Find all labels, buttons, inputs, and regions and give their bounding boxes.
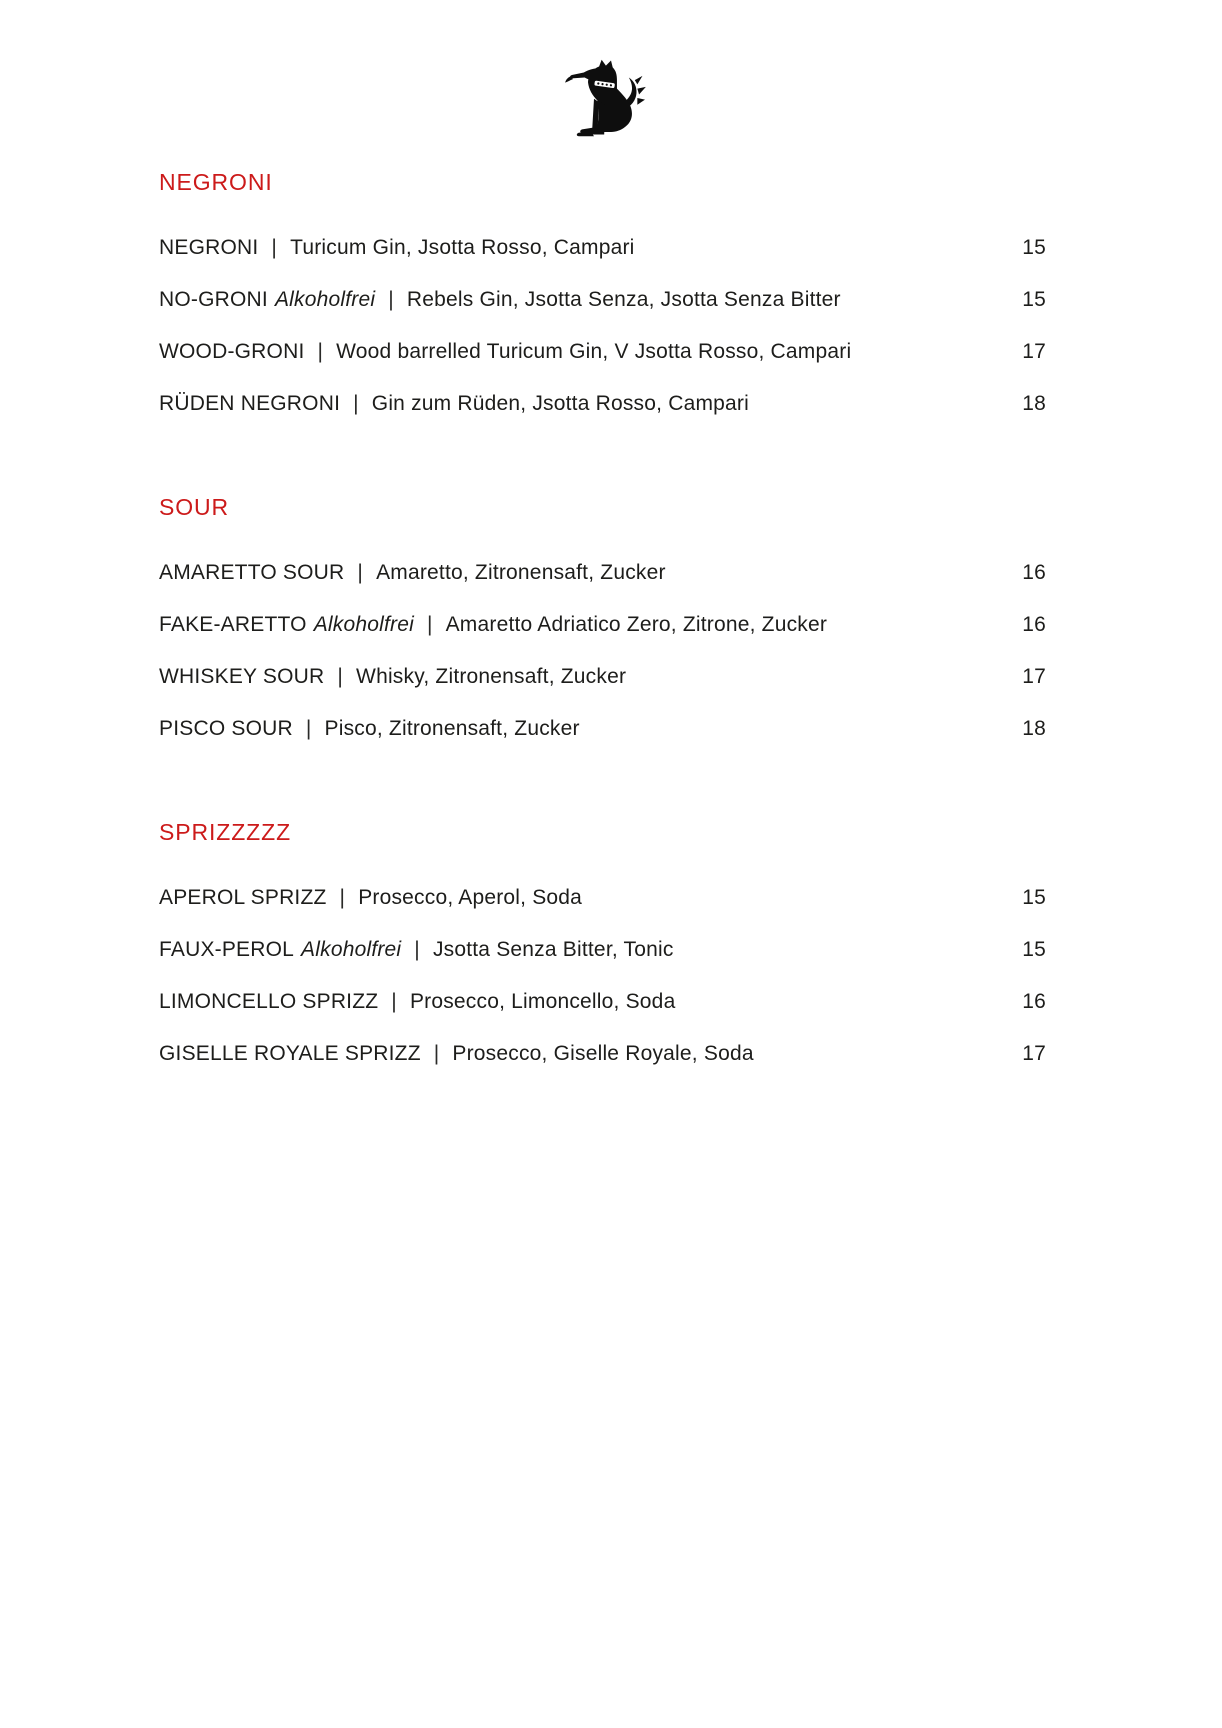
item-name: FAKE-ARETTO xyxy=(159,613,307,636)
menu-item xyxy=(159,392,1046,416)
item-price: 16 xyxy=(1022,990,1046,1013)
item-name: AMARETTO SOUR xyxy=(159,561,345,584)
sitting-dog-icon xyxy=(560,58,662,143)
section-sour xyxy=(159,496,1046,741)
item-label xyxy=(159,1042,754,1066)
menu-item xyxy=(159,288,1046,312)
logo xyxy=(0,0,1222,143)
section-title: SPRIZZZZZ xyxy=(159,819,292,845)
section-negroni xyxy=(159,171,1046,416)
item-tag: Alkoholfrei xyxy=(313,613,414,636)
item-price: 15 xyxy=(1022,886,1046,909)
item-label xyxy=(159,717,580,741)
item-separator: | xyxy=(353,392,359,415)
menu-item xyxy=(159,938,1046,962)
item-tag: Alkoholfrei xyxy=(274,288,376,311)
item-name: NEGRONI xyxy=(159,236,259,259)
menu-item xyxy=(159,561,1046,585)
item-ingredients: Whisky, Zitronensaft, Zucker xyxy=(356,665,627,688)
menu-item xyxy=(159,990,1046,1014)
item-separator: | xyxy=(426,613,433,636)
item-separator: | xyxy=(271,236,278,259)
item-ingredients: Jsotta Senza Bitter, Tonic xyxy=(432,938,674,961)
item-price: 16 xyxy=(1022,613,1046,636)
item-separator: | xyxy=(337,665,344,688)
item-ingredients: Prosecco, Giselle Royale, Soda xyxy=(452,1042,754,1065)
item-label xyxy=(159,990,675,1014)
item-ingredients: Turicum Gin, Jsotta Rosso, Campari xyxy=(290,236,635,259)
item-label xyxy=(159,665,626,689)
item-label xyxy=(159,886,582,910)
item-label xyxy=(159,288,841,312)
item-separator: | xyxy=(414,938,420,961)
menu-item xyxy=(159,717,1046,741)
item-separator: | xyxy=(433,1042,440,1065)
item-price: 15 xyxy=(1022,288,1046,311)
menu-item xyxy=(159,1042,1046,1066)
item-separator: | xyxy=(317,340,324,363)
item-name: APEROL SPRIZZ xyxy=(159,886,327,909)
item-label xyxy=(159,392,749,416)
item-ingredients: Pisco, Zitronensaft, Zucker xyxy=(324,717,580,740)
item-ingredients: Amaretto Adriatico Zero, Zitrone, Zucker xyxy=(445,613,828,636)
item-name: FAUX-PEROL xyxy=(159,938,295,961)
section-sprizz xyxy=(159,821,1046,1066)
item-separator: | xyxy=(391,990,397,1013)
item-ingredients: Wood barrelled Turicum Gin, V Jsotta Rosso, Campari xyxy=(336,340,852,363)
menu-content xyxy=(0,143,1222,1066)
item-price: 17 xyxy=(1022,665,1046,688)
item-ingredients: Prosecco, Aperol, Soda xyxy=(358,886,583,909)
item-label xyxy=(159,613,827,637)
item-name: LIMONCELLO SPRIZZ xyxy=(159,990,379,1013)
item-separator: | xyxy=(388,288,394,311)
item-name: RÜDEN NEGRONI xyxy=(159,392,341,415)
item-label xyxy=(159,236,635,260)
item-price: 15 xyxy=(1022,938,1046,961)
section-title: NEGRONI xyxy=(159,169,273,195)
item-label xyxy=(159,340,851,364)
item-price: 18 xyxy=(1022,717,1046,740)
item-separator: | xyxy=(339,886,346,909)
item-ingredients: Prosecco, Limoncello, Soda xyxy=(409,990,676,1013)
item-price: 16 xyxy=(1022,561,1046,584)
item-name: NO-GRONI xyxy=(159,288,268,311)
item-price: 17 xyxy=(1022,1042,1046,1065)
item-label xyxy=(159,561,666,585)
item-tag: Alkoholfrei xyxy=(301,938,402,961)
item-ingredients: Gin zum Rüden, Jsotta Rosso, Campari xyxy=(371,392,749,415)
item-price: 18 xyxy=(1022,392,1046,415)
item-separator: | xyxy=(357,561,364,584)
item-price: 15 xyxy=(1022,236,1046,259)
item-separator: | xyxy=(305,717,312,740)
menu-item xyxy=(159,340,1046,364)
item-name: GISELLE ROYALE SPRIZZ xyxy=(159,1042,421,1065)
item-price: 17 xyxy=(1022,340,1046,363)
section-title: SOUR xyxy=(159,494,230,520)
item-label xyxy=(159,938,674,962)
menu-item xyxy=(159,665,1046,689)
item-name: WHISKEY SOUR xyxy=(159,665,325,688)
item-name: WOOD-GRONI xyxy=(159,340,305,363)
menu-item xyxy=(159,236,1046,260)
item-name: PISCO SOUR xyxy=(159,717,293,740)
item-ingredients: Amaretto, Zitronensaft, Zucker xyxy=(376,561,666,584)
menu-item xyxy=(159,613,1046,637)
item-ingredients: Rebels Gin, Jsotta Senza, Jsotta Senza Bitter xyxy=(406,288,841,311)
menu-item xyxy=(159,886,1046,910)
